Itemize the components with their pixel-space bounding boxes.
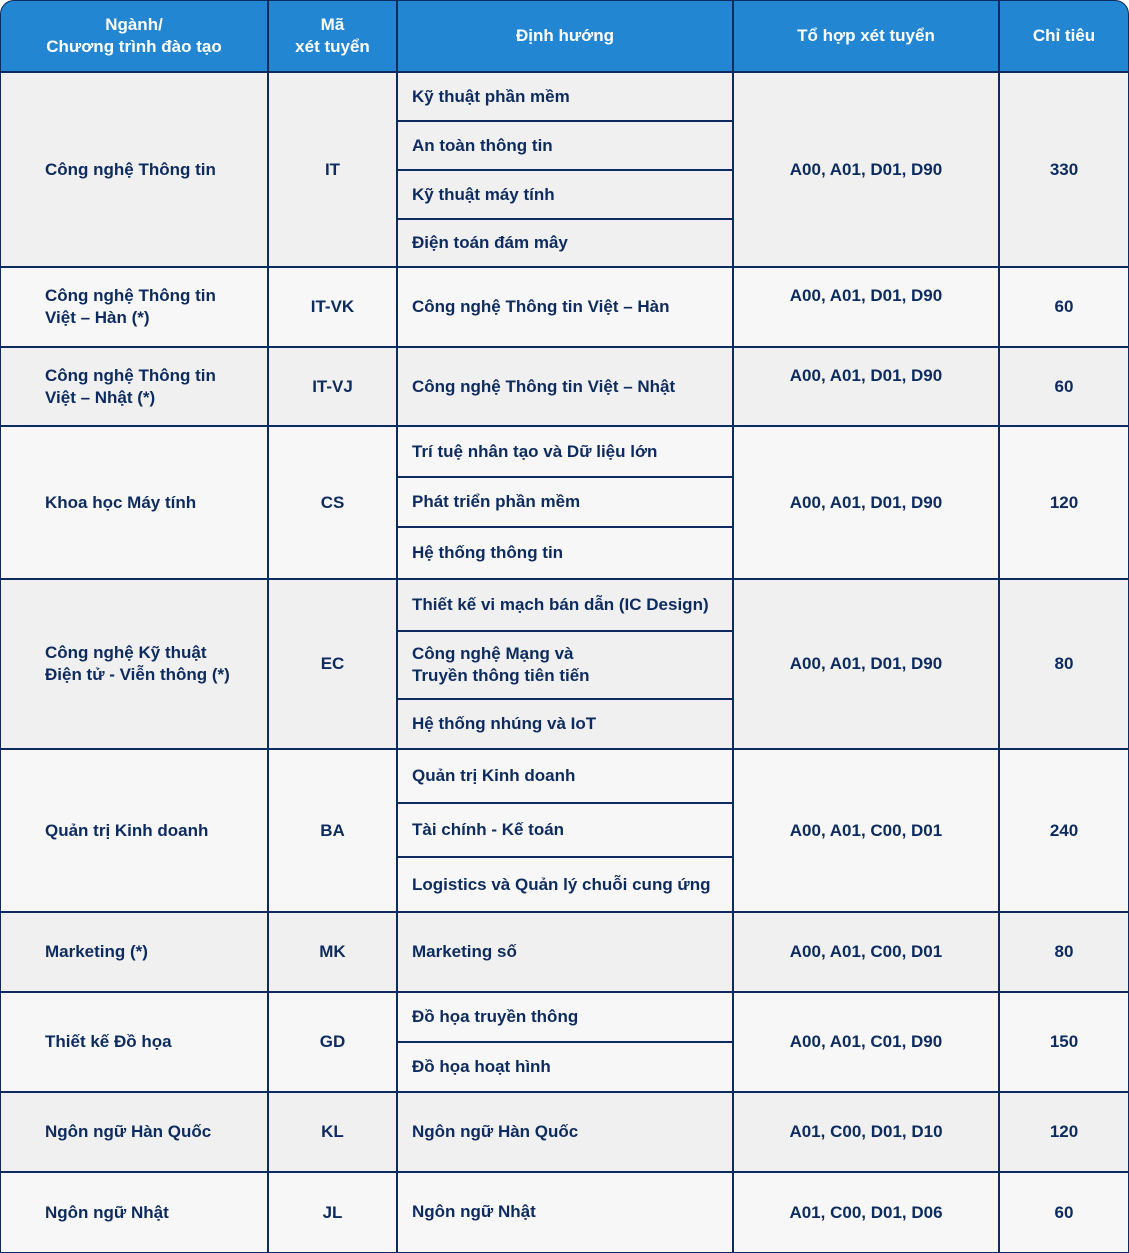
subject-combination: A00, A01, C00, D01 bbox=[789, 942, 943, 961]
admission-code: BA bbox=[320, 820, 345, 840]
direction-item bbox=[398, 73, 732, 122]
direction-item bbox=[398, 913, 732, 991]
cell-quota bbox=[1000, 913, 1128, 993]
direction-item bbox=[398, 1043, 732, 1091]
direction-item bbox=[398, 348, 732, 425]
cell-program bbox=[1, 750, 269, 913]
direction-label: Điện toán đám mây bbox=[412, 233, 568, 252]
direction-item bbox=[398, 993, 732, 1043]
direction-label: Phát triển phần mềm bbox=[412, 492, 581, 511]
quota-value: 150 bbox=[1049, 1032, 1079, 1051]
program-name: Công nghệ Thông tin bbox=[45, 365, 216, 385]
direction-label: Ngôn ngữ Nhật bbox=[412, 1201, 536, 1221]
direction-item bbox=[398, 580, 732, 632]
quota-value: 60 bbox=[1054, 1202, 1074, 1222]
cell-directions bbox=[398, 913, 734, 993]
admission-code: CS bbox=[320, 492, 345, 512]
admission-code: KL bbox=[321, 1122, 344, 1141]
cell-code bbox=[269, 750, 398, 913]
direction-item bbox=[398, 804, 732, 858]
cell-quota bbox=[1000, 580, 1128, 750]
cell-quota bbox=[1000, 1173, 1128, 1252]
cell-directions bbox=[398, 750, 734, 913]
direction-label: Logistics và Quản lý chuỗi cung ứng bbox=[412, 874, 711, 894]
direction-item bbox=[398, 858, 732, 911]
program-name: Công nghệ Thông tin bbox=[45, 159, 216, 179]
cell-code bbox=[269, 993, 398, 1093]
direction-label: Tài chính - Kế toán bbox=[412, 820, 565, 839]
cell-directions bbox=[398, 580, 734, 750]
cell-program bbox=[1, 73, 269, 268]
direction-label-line2: Truyền thông tiên tiến bbox=[412, 666, 590, 685]
cell-quota bbox=[1000, 348, 1128, 427]
cell-program bbox=[1, 268, 269, 348]
quota-value: 60 bbox=[1054, 376, 1074, 396]
cell-code bbox=[269, 1093, 398, 1173]
subject-combination: A00, A01, D01, D90 bbox=[789, 159, 943, 179]
cell-combination bbox=[734, 1093, 1000, 1173]
direction-item bbox=[398, 750, 732, 804]
direction-label: Marketing số bbox=[412, 942, 517, 961]
direction-item bbox=[398, 528, 732, 578]
subject-combination: A00, A01, D01, D90 bbox=[789, 492, 943, 512]
cell-program bbox=[1, 427, 269, 580]
cell-program bbox=[1, 580, 269, 750]
program-name: Công nghệ Kỹ thuật bbox=[45, 643, 207, 662]
direction-label: Công nghệ Thông tin Việt – Nhật bbox=[412, 376, 676, 396]
cell-program bbox=[1, 1173, 269, 1252]
subject-combination: A01, C00, D01, D10 bbox=[789, 1122, 943, 1141]
direction-label: Trí tuệ nhân tạo và Dữ liệu lớn bbox=[412, 441, 658, 461]
cell-quota bbox=[1000, 1093, 1128, 1173]
program-name-line2: Việt – Nhật (*) bbox=[45, 387, 156, 407]
cell-program bbox=[1, 1093, 269, 1173]
cell-combination bbox=[734, 348, 1000, 427]
direction-item bbox=[398, 220, 732, 266]
program-name: Marketing (*) bbox=[45, 942, 148, 961]
header-code-line1: Mã bbox=[320, 15, 345, 34]
cell-code bbox=[269, 580, 398, 750]
direction-item bbox=[398, 171, 732, 220]
cell-combination bbox=[734, 913, 1000, 993]
program-name: Thiết kế Đồ họa bbox=[45, 1032, 172, 1051]
header-code-line2: xét tuyển bbox=[295, 37, 370, 56]
program-name: Ngôn ngữ Hàn Quốc bbox=[45, 1122, 212, 1141]
header-quota-label: Chỉ tiêu bbox=[1032, 26, 1096, 45]
subject-combination: A00, A01, C01, D90 bbox=[789, 1032, 943, 1051]
program-name-line2: Việt – Hàn (*) bbox=[45, 308, 150, 327]
cell-quota bbox=[1000, 73, 1128, 268]
admission-code: EC bbox=[320, 654, 345, 673]
cell-program bbox=[1, 993, 269, 1093]
direction-item bbox=[398, 122, 732, 171]
program-name: Quản trị Kinh doanh bbox=[45, 820, 209, 840]
admission-code: IT-VJ bbox=[312, 376, 353, 396]
direction-item bbox=[398, 700, 732, 748]
cell-program bbox=[1, 913, 269, 993]
admission-code: GD bbox=[319, 1032, 346, 1051]
cell-combination bbox=[734, 73, 1000, 268]
header-combination-label: Tổ hợp xét tuyển bbox=[797, 26, 935, 45]
header-program bbox=[1, 1, 269, 73]
cell-directions bbox=[398, 348, 734, 427]
cell-quota bbox=[1000, 750, 1128, 913]
direction-label: Kỹ thuật máy tính bbox=[412, 184, 555, 204]
quota-value: 60 bbox=[1054, 297, 1074, 316]
quota-value: 120 bbox=[1049, 1122, 1079, 1141]
quota-value: 80 bbox=[1054, 654, 1074, 673]
program-name-line2: Điện tử - Viễn thông (*) bbox=[45, 665, 230, 684]
cell-directions bbox=[398, 427, 734, 580]
direction-item bbox=[398, 478, 732, 528]
cell-program bbox=[1, 348, 269, 427]
direction-label: Ngôn ngữ Hàn Quốc bbox=[412, 1122, 579, 1141]
header-direction-label: Định hướng bbox=[515, 26, 615, 45]
cell-combination bbox=[734, 268, 1000, 348]
header-program-line2: Chương trình đào tạo bbox=[46, 37, 222, 56]
direction-label: An toàn thông tin bbox=[412, 135, 553, 155]
admission-code: MK bbox=[319, 942, 346, 961]
header-direction bbox=[398, 1, 734, 73]
quota-value: 80 bbox=[1054, 942, 1074, 961]
direction-label: Công nghệ Mạng và bbox=[412, 644, 574, 663]
cell-quota bbox=[1000, 993, 1128, 1093]
program-name: Khoa học Máy tính bbox=[45, 492, 197, 512]
cell-directions bbox=[398, 1093, 734, 1173]
header-quota bbox=[1000, 1, 1128, 73]
direction-item bbox=[398, 268, 732, 346]
direction-label: Thiết kế vi mạch bán dẫn (IC Design) bbox=[412, 595, 709, 614]
direction-label: Hệ thống nhúng và IoT bbox=[412, 714, 597, 733]
quota-value: 330 bbox=[1049, 159, 1079, 179]
subject-combination: A00, A01, D01, D90 bbox=[789, 654, 943, 673]
subject-combination: A00, A01, D01, D90 bbox=[789, 286, 943, 305]
header-program-line1: Ngành/ bbox=[105, 15, 163, 34]
program-name: Công nghệ Thông tin bbox=[45, 286, 216, 305]
cell-combination bbox=[734, 580, 1000, 750]
direction-label: Đồ họa truyền thông bbox=[412, 1007, 579, 1026]
direction-label: Công nghệ Thông tin Việt – Hàn bbox=[412, 297, 670, 316]
cell-code bbox=[269, 348, 398, 427]
quota-value: 240 bbox=[1049, 820, 1079, 840]
cell-directions bbox=[398, 1173, 734, 1252]
cell-combination bbox=[734, 993, 1000, 1093]
cell-directions bbox=[398, 73, 734, 268]
cell-quota bbox=[1000, 427, 1128, 580]
header-code bbox=[269, 1, 398, 73]
direction-item bbox=[398, 1093, 732, 1171]
cell-directions bbox=[398, 268, 734, 348]
cell-combination bbox=[734, 1173, 1000, 1252]
cell-code bbox=[269, 427, 398, 580]
cell-combination bbox=[734, 427, 1000, 580]
cell-directions bbox=[398, 993, 734, 1093]
cell-code bbox=[269, 1173, 398, 1252]
direction-label: Kỹ thuật phần mềm bbox=[412, 86, 570, 106]
subject-combination: A01, C00, D01, D06 bbox=[789, 1202, 943, 1222]
subject-combination: A00, A01, D01, D90 bbox=[789, 365, 943, 385]
direction-item bbox=[398, 427, 732, 478]
cell-code bbox=[269, 268, 398, 348]
program-name: Ngôn ngữ Nhật bbox=[45, 1202, 169, 1222]
cell-quota bbox=[1000, 268, 1128, 348]
header-combination bbox=[734, 1, 1000, 73]
subject-combination: A00, A01, C00, D01 bbox=[789, 820, 943, 840]
cell-code bbox=[269, 913, 398, 993]
quota-value: 120 bbox=[1049, 492, 1079, 512]
cell-code bbox=[269, 73, 398, 268]
direction-label: Quản trị Kinh doanh bbox=[412, 766, 576, 785]
direction-label: Đồ họa hoạt hình bbox=[412, 1057, 551, 1076]
admission-code: JL bbox=[322, 1202, 343, 1222]
cell-combination bbox=[734, 750, 1000, 913]
direction-item bbox=[398, 1173, 732, 1250]
admission-code: IT-VK bbox=[310, 297, 355, 316]
direction-item bbox=[398, 632, 732, 700]
direction-label: Hệ thống thông tin bbox=[412, 543, 564, 562]
admission-code: IT bbox=[324, 159, 341, 179]
